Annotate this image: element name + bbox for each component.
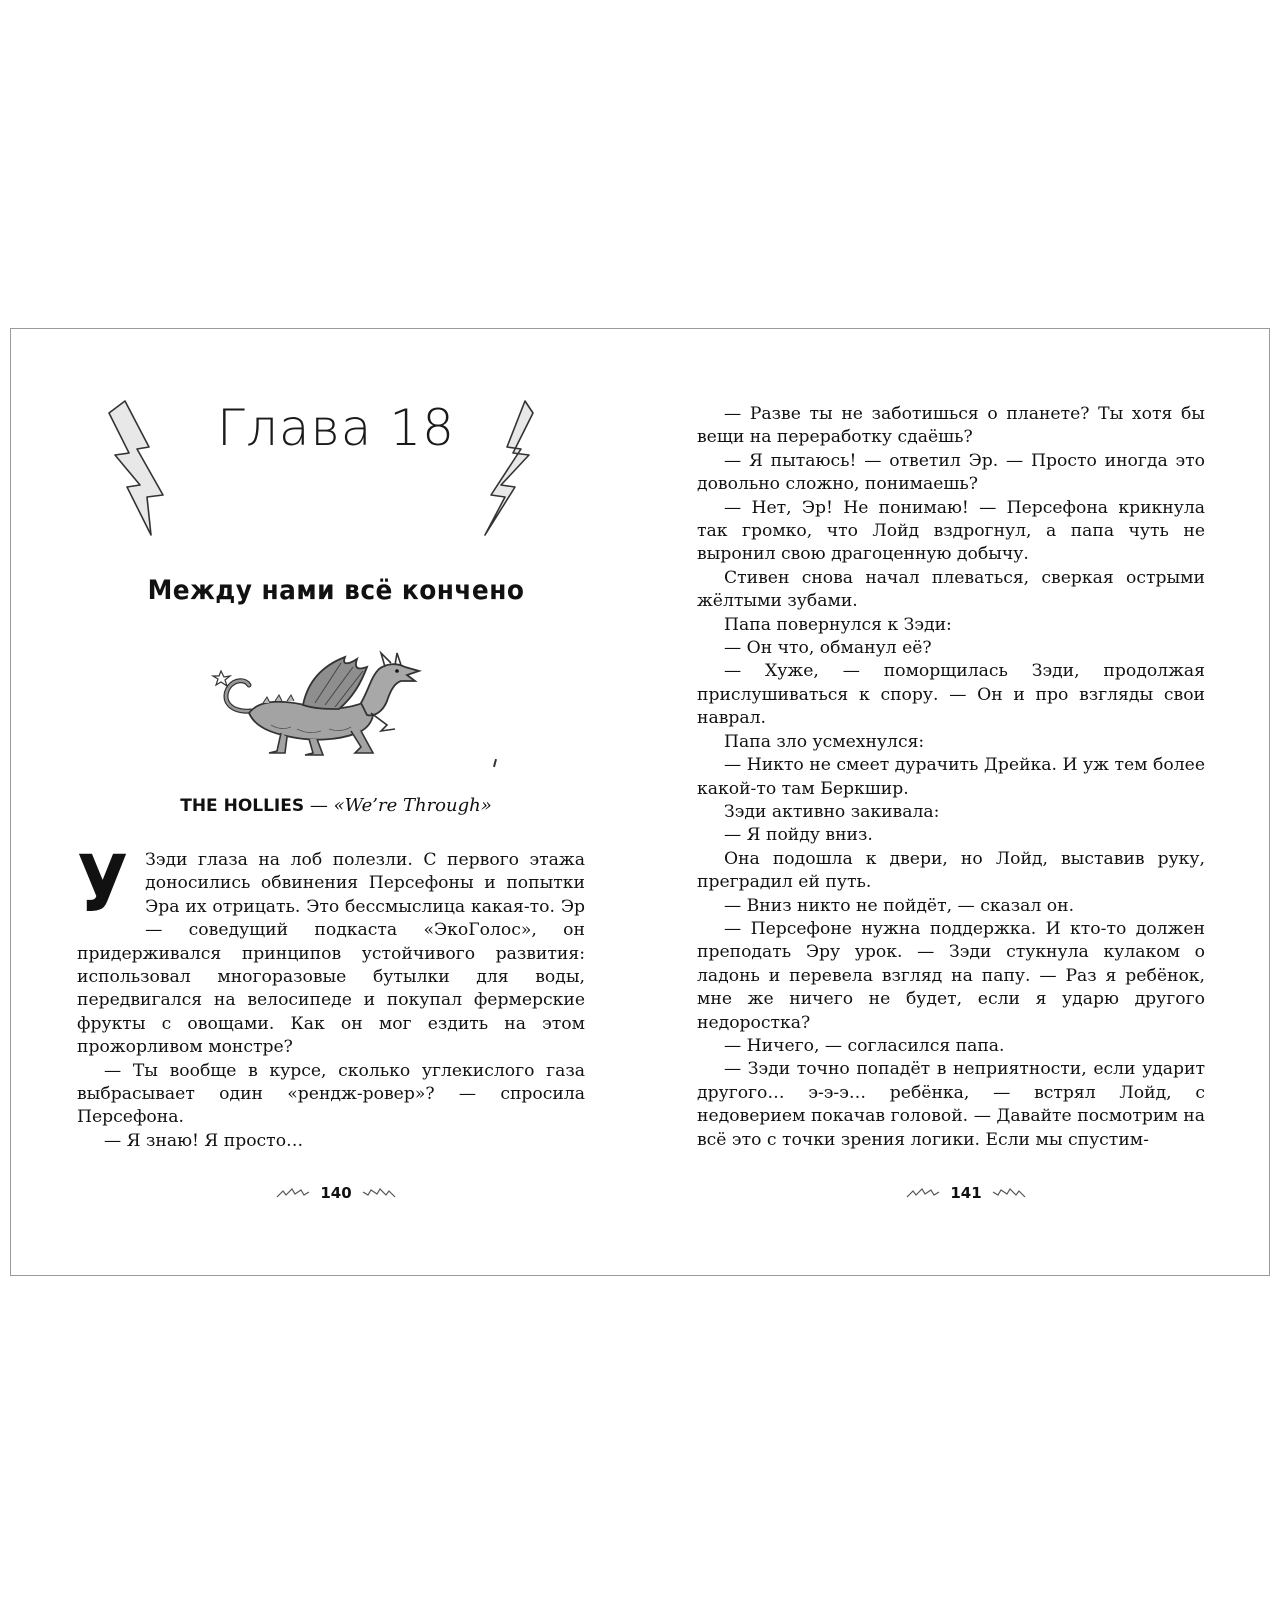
paragraph: — Нет, Эр! Не понимаю! — Персефона крикнула так громко, что Лойд вздрогнул, а папа чуть не выронил свою драгоценную добычу.	[697, 497, 1205, 565]
paragraph: — Персефоне нужна поддержка. И кто-то должен преподать Эру урок. — Зэди стукнула кулаком о ладонь и перевела взгляд на папу. — Раз я ребёнок, мне же ничего не будет, если я ударю другого недоростка?	[697, 918, 1205, 1033]
paragraph: — Ничего, — согласился папа.	[724, 1035, 1005, 1056]
drop-cap: У	[77, 840, 129, 930]
paragraph: — Ты вообще в курсе, сколько углекислого газа выбрасывает один «рендж-ровер»? — спросила Персефона.	[77, 1060, 585, 1128]
paragraph: — Хуже, — поморщилась Зэди, продолжая прислушиваться к спору. — Он и про взгляды свои наврал.	[697, 661, 1205, 729]
dragon-illustration-icon	[211, 649, 436, 764]
paragraph: Зэди активно закивала:	[724, 801, 940, 822]
right-page	[641, 329, 1271, 1275]
stray-mark	[493, 759, 497, 767]
page-number-value: 141	[950, 1183, 982, 1202]
paragraph: — Я пойду вниз.	[724, 825, 873, 846]
left-page	[11, 329, 641, 1275]
paragraph: — Я пытаюсь! — ответил Эр. — Просто иногда это довольно сложно, понимаешь?	[697, 450, 1205, 495]
paragraph	[77, 840, 585, 1060]
paragraph: — Никто не смеет дурачить Дрейка. И уж тем более какой-то там Беркшир.	[697, 755, 1205, 799]
book-spread	[10, 328, 1270, 1276]
epigraph-band: THE HOLLIES	[180, 796, 305, 816]
paragraph: — Я знаю! Я просто…	[104, 1130, 304, 1151]
paragraph: Стивен снова начал плеваться, сверкая острыми жёлтыми зубами.	[697, 567, 1205, 612]
chapter-title: Глава 18	[217, 399, 455, 457]
zigzag-left-icon	[906, 1187, 940, 1199]
chapter-subtitle: Между нами всё кончено	[147, 575, 525, 606]
paragraph: — Разве ты не заботишься о планете? Ты хотя бы вещи на переработку сдаёшь?	[697, 404, 1205, 448]
epigraph	[71, 795, 601, 816]
paragraph: Она подошла к двери, но Лойд, выставив руку, преградил ей путь.	[697, 848, 1205, 893]
paragraph: — Вниз никто не пойдёт, — сказал он.	[724, 895, 1075, 916]
zigzag-right-icon	[362, 1187, 396, 1199]
paragraph: — Зэди точно попадёт в неприятности, если ударит другого… э-э-э… ребёнка, — встрял Лойд, с недоверием покачав головой. — Давайте посмотрим на всё это с точки зрения логики. Если мы спустим-	[697, 1059, 1205, 1150]
right-page-text	[697, 403, 1205, 1152]
page-number-right	[896, 1183, 1036, 1202]
left-page-text	[77, 840, 585, 1153]
lightning-bolt-right-icon	[477, 399, 535, 537]
paragraph: Папа повернулся к Зэди:	[724, 614, 952, 635]
zigzag-left-icon	[276, 1187, 310, 1199]
paragraph: — Он что, обманул её?	[724, 638, 932, 659]
epigraph-song: «We’re Through»	[333, 795, 492, 816]
paragraph: Папа зло усмехнулся:	[724, 731, 925, 752]
zigzag-right-icon	[992, 1187, 1026, 1199]
epigraph-dash: —	[304, 795, 334, 816]
page-number-value: 140	[320, 1183, 352, 1202]
paragraph-text: Зэди глаза на лоб полезли. С первого этажа доносились обвинения Персефоны и попытки Эра их отрицать. Это бессмыслица какая-то. Эр — соведущий подкаста «ЭкоГолос», он придерживался принципов устойчивого развития: использовал многоразовые бутылки для воды, передвигался на велосипеде и покупал фермерские фрукты с овощами. Как он мог ездить на этом прожорливом монстре?	[77, 850, 585, 1058]
lightning-bolt-left-icon	[107, 399, 165, 537]
page-number-left	[266, 1183, 406, 1202]
